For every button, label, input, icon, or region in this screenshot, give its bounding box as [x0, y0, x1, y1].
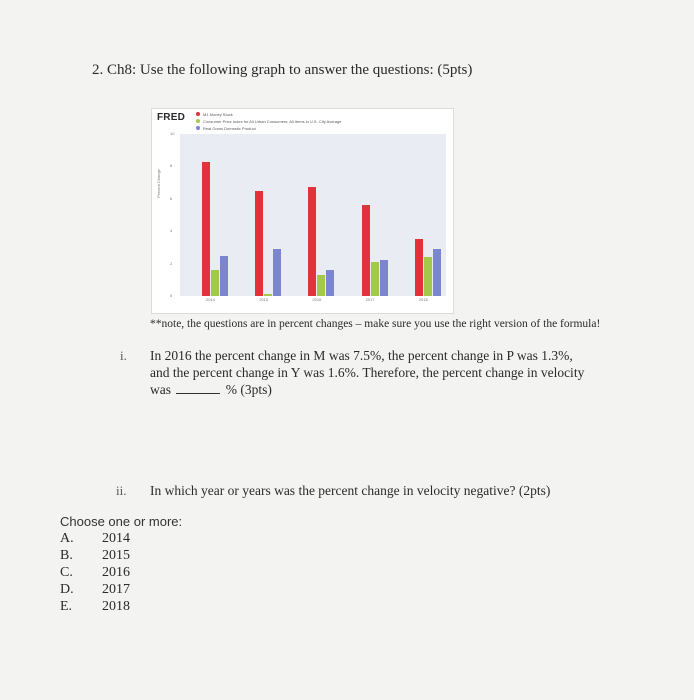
choice-letter: B.: [60, 548, 73, 563]
item-text-ii: In which year or years was the percent change in velocity negative? (2pts): [150, 483, 551, 498]
choice-option-e[interactable]: [60, 599, 130, 615]
x-tick-label: 2015: [259, 297, 269, 302]
x-tick-label: 2014: [206, 297, 215, 302]
choice-letter: D.: [60, 582, 74, 597]
bar-2017-series-3: [380, 260, 388, 296]
legend-label: Real Gross Domestic Product: [203, 125, 256, 131]
bar-2018-series-2: [424, 257, 432, 296]
x-tick-label: 2018: [418, 297, 428, 302]
item-number-i: i.: [120, 348, 127, 363]
legend-swatch-2: [196, 119, 200, 123]
item-i-line-2: and the percent change in Y was 1.6%. Therefore, the percent change in velocity: [150, 365, 585, 380]
y-tick-label: 8: [170, 163, 173, 169]
bar-2015-series-3: [273, 249, 281, 296]
choice-letter: E.: [60, 599, 73, 614]
bar-2016-series-3: [326, 270, 334, 296]
bar-2014-series-2: [211, 270, 219, 296]
bar-2015-series-1: [255, 191, 263, 296]
question-heading: 2. Ch8: Use the following graph to answer the questions: (5pts): [92, 62, 473, 78]
y-tick-label: 2: [170, 260, 173, 266]
choose-label: Choose one or more:: [60, 514, 183, 529]
item-i-line-1: In 2016 the percent change in M was 7.5%, the percent change in P was 1.3%,: [150, 348, 573, 363]
choice-option-b[interactable]: [60, 548, 130, 564]
choice-value: 2018: [102, 599, 130, 614]
bar-2017-series-2: [371, 262, 379, 296]
legend-entry: [196, 125, 396, 131]
choice-letter: C.: [60, 565, 73, 580]
item-i-pts: % (3pts): [225, 382, 272, 397]
legend-entry: [196, 118, 396, 124]
legend-label: M1 Money Stock: [203, 111, 233, 117]
bar-2018-series-1: [415, 239, 423, 296]
bar-2014-series-3: [220, 256, 228, 297]
choice-option-d[interactable]: [60, 582, 130, 598]
bar-2014-series-1: [202, 162, 210, 296]
choice-value: 2014: [102, 531, 130, 546]
item-i-was: was: [150, 382, 171, 397]
choice-value: 2015: [102, 548, 130, 563]
legend-entry: [196, 111, 396, 117]
bar-2018-series-3: [433, 249, 441, 296]
answer-blank[interactable]: [176, 383, 220, 394]
y-tick-label: 10: [170, 131, 175, 136]
item-text-i: [150, 347, 584, 398]
chart-legend: [196, 111, 396, 131]
choice-option-c[interactable]: [60, 565, 130, 581]
choice-letter: A.: [60, 531, 74, 546]
bar-2015-series-2: [264, 294, 272, 296]
note-text: **note, the questions are in percent changes – make sure you use the right version of the formula!: [150, 318, 601, 330]
x-tick-label: 2017: [365, 297, 375, 302]
item-number-ii: ii.: [116, 483, 127, 498]
y-tick-label: 0: [170, 293, 173, 298]
choice-value: 2016: [102, 565, 130, 580]
choice-value: 2017: [102, 582, 130, 597]
x-tick-label: 2016: [312, 297, 322, 302]
choice-option-a[interactable]: [60, 531, 130, 547]
legend-swatch-1: [196, 112, 200, 116]
y-tick-label: 4: [170, 228, 173, 234]
fred-logo: FRED: [157, 112, 186, 123]
bar-2016-series-1: [308, 187, 316, 296]
legend-swatch-3: [196, 126, 200, 130]
item-i-line-3: [150, 381, 584, 398]
bar-2017-series-1: [362, 205, 370, 296]
bar-2016-series-2: [317, 275, 325, 296]
y-tick-label: 6: [170, 195, 173, 201]
y-axis-label: Percent Change: [156, 169, 161, 198]
legend-label: Consumer Price Index for All Urban Consumers: All Items in U.S. City Average: [203, 118, 342, 124]
